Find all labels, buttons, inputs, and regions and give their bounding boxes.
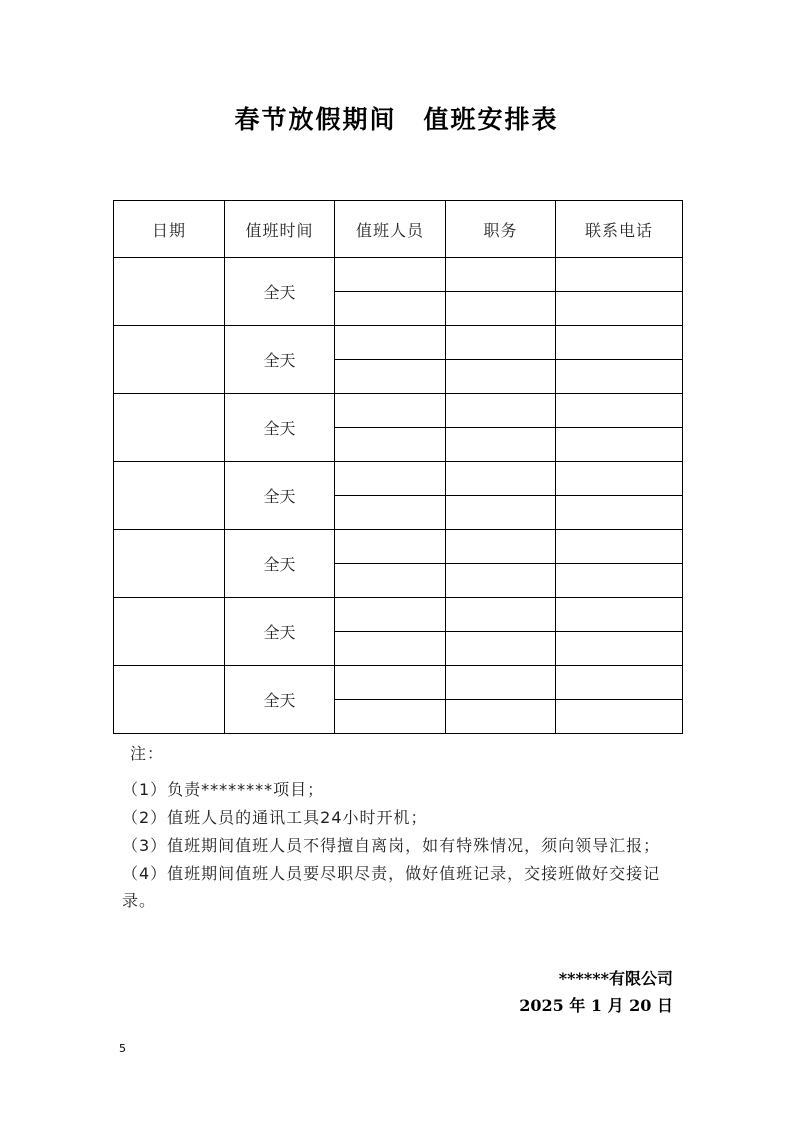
phone-cell[interactable] <box>556 360 683 394</box>
phone-cell[interactable] <box>556 428 683 462</box>
position-cell[interactable] <box>446 666 556 700</box>
staff-cell[interactable] <box>335 394 446 428</box>
notes-section <box>122 740 674 915</box>
staff-cell[interactable] <box>335 428 446 462</box>
position-cell[interactable] <box>446 258 556 292</box>
company-name: ******有限公司 <box>558 969 673 988</box>
page-number: 5 <box>119 1042 126 1055</box>
date-cell[interactable] <box>114 462 225 530</box>
duty-time-cell: 全天 <box>225 530 335 598</box>
phone-cell[interactable] <box>556 632 683 666</box>
phone-cell[interactable] <box>556 700 683 734</box>
header-cell-phone: 联系电话 <box>556 201 683 258</box>
staff-cell[interactable] <box>335 530 446 564</box>
staff-cell[interactable] <box>335 496 446 530</box>
signature-date: 2025 年 1 月 20 日 <box>519 996 673 1015</box>
position-cell[interactable] <box>446 292 556 326</box>
position-cell[interactable] <box>446 530 556 564</box>
staff-cell[interactable] <box>335 700 446 734</box>
position-cell[interactable] <box>446 700 556 734</box>
duty-time-cell: 全天 <box>225 326 335 394</box>
date-cell[interactable] <box>114 598 225 666</box>
position-cell[interactable] <box>446 428 556 462</box>
header-cell-staff: 值班人员 <box>335 201 446 258</box>
header-cell-time: 值班时间 <box>225 201 335 258</box>
phone-cell[interactable] <box>556 496 683 530</box>
phone-cell[interactable] <box>556 564 683 598</box>
header-cell-date: 日期 <box>114 201 225 258</box>
header-cell-position: 职务 <box>446 201 556 258</box>
staff-cell[interactable] <box>335 598 446 632</box>
note-item: （3）值班期间值班人员不得擅自离岗，如有特殊情况，须向领导汇报； <box>122 836 661 855</box>
position-cell[interactable] <box>446 394 556 428</box>
duty-time-cell: 全天 <box>225 258 335 326</box>
table-header-row <box>114 201 683 258</box>
note-item: （1）负责********项目； <box>122 780 325 799</box>
table-row <box>114 326 683 360</box>
position-cell[interactable] <box>446 496 556 530</box>
document-title: 春节放假期间 值班安排表 <box>234 105 559 134</box>
date-cell[interactable] <box>114 326 225 394</box>
date-cell[interactable] <box>114 666 225 734</box>
table-row <box>114 394 683 428</box>
duty-time-cell: 全天 <box>225 462 335 530</box>
phone-cell[interactable] <box>556 462 683 496</box>
notes-heading: 注： <box>130 744 165 763</box>
staff-cell[interactable] <box>335 564 446 598</box>
phone-cell[interactable] <box>556 292 683 326</box>
duty-roster-table <box>113 200 683 734</box>
table-row <box>114 666 683 700</box>
phone-cell[interactable] <box>556 598 683 632</box>
staff-cell[interactable] <box>335 326 446 360</box>
staff-cell[interactable] <box>335 632 446 666</box>
note-item: （2）值班人员的通讯工具24小时开机； <box>122 808 428 827</box>
table-row <box>114 258 683 292</box>
position-cell[interactable] <box>446 632 556 666</box>
date-cell[interactable] <box>114 258 225 326</box>
phone-cell[interactable] <box>556 326 683 360</box>
duty-time-cell: 全天 <box>225 666 335 734</box>
position-cell[interactable] <box>446 564 556 598</box>
date-cell[interactable] <box>114 530 225 598</box>
note-item: （4）值班期间值班人员要尽职尽责，做好值班记录，交接班做好交接记录。 <box>122 864 661 910</box>
position-cell[interactable] <box>446 598 556 632</box>
position-cell[interactable] <box>446 326 556 360</box>
staff-cell[interactable] <box>335 360 446 394</box>
staff-cell[interactable] <box>335 666 446 700</box>
position-cell[interactable] <box>446 462 556 496</box>
signature-block <box>519 965 673 1019</box>
staff-cell[interactable] <box>335 462 446 496</box>
table-row <box>114 462 683 496</box>
table-row <box>114 530 683 564</box>
duty-time-cell: 全天 <box>225 394 335 462</box>
table-row <box>114 598 683 632</box>
position-cell[interactable] <box>446 360 556 394</box>
phone-cell[interactable] <box>556 530 683 564</box>
staff-cell[interactable] <box>335 258 446 292</box>
phone-cell[interactable] <box>556 258 683 292</box>
staff-cell[interactable] <box>335 292 446 326</box>
phone-cell[interactable] <box>556 394 683 428</box>
duty-time-cell: 全天 <box>225 598 335 666</box>
phone-cell[interactable] <box>556 666 683 700</box>
date-cell[interactable] <box>114 394 225 462</box>
